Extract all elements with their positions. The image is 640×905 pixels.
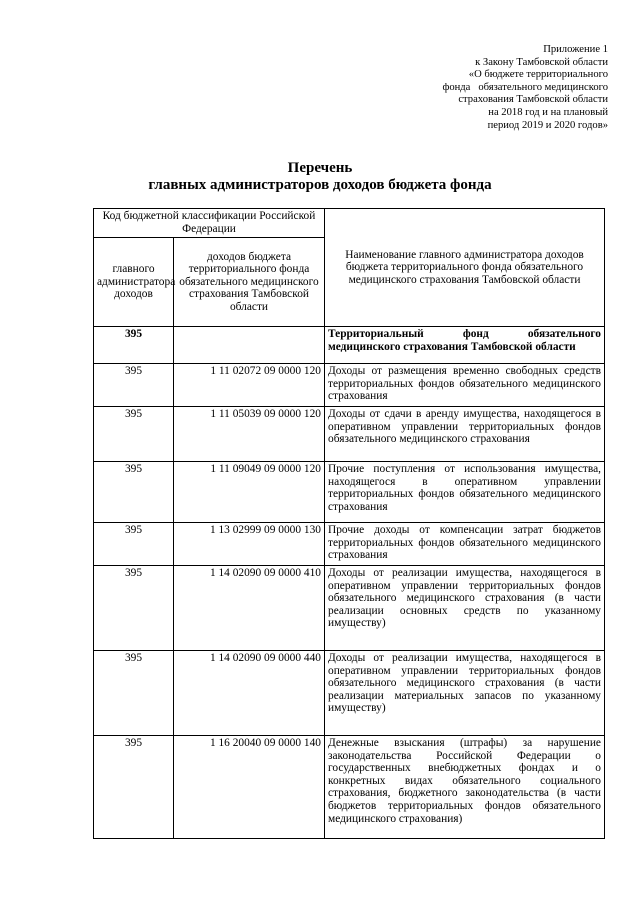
table-row: [94, 736, 605, 839]
cell-income-name: Доходы от реализации имущества, находящегося в оперативном управлении территориальных фондов обязательного медицинского страхования (в части реализации материальных запасов по указанному имуществу): [325, 651, 605, 736]
title-line-1: Перечень: [287, 160, 353, 176]
cell-income-code: 1 11 05039 09 0000 120: [174, 407, 325, 462]
cell-income-code: 1 11 09049 09 0000 120: [174, 462, 325, 523]
cell-admin-code: 395: [94, 327, 174, 364]
cell-admin-code: 395: [94, 407, 174, 462]
cell-admin-code: 395: [94, 566, 174, 651]
cell-income-name: Прочие доходы от компенсации затрат бюджетов территориальных фондов обязательного медицинского страхования: [325, 523, 605, 566]
cell-admin-code: 395: [94, 523, 174, 566]
table-row: [94, 407, 605, 462]
appendix-line: период 2019 и 2020 годов»: [487, 119, 608, 131]
appendix-line: на 2018 год и на плановый: [488, 106, 608, 118]
table-row: [94, 364, 605, 407]
table-row: [94, 523, 605, 566]
appendix-line: «О бюджете территориального: [468, 69, 608, 81]
cell-admin-code: 395: [94, 364, 174, 407]
title-line-2: главных администраторов доходов бюджета фонда: [148, 177, 492, 193]
cell-income-name: Территориальный фонд обязательного медицинского страхования Тамбовской области: [325, 327, 605, 364]
cell-income-name: Доходы от размещения временно свободных средств территориальных фондов обязательного медицинского страхования: [325, 364, 605, 407]
cell-admin-code: 395: [94, 462, 174, 523]
header-income-code: доходов бюджета территориального фонда обязательного медицинского страхования Тамбовской области: [174, 238, 325, 327]
cell-income-code: 1 11 02072 09 0000 120: [174, 364, 325, 407]
table-row: [94, 566, 605, 651]
cell-income-code: 1 16 20040 09 0000 140: [174, 736, 325, 839]
cell-income-name: Денежные взыскания (штрафы) за нарушение законодательства Российской Федерации о государственных внебюджетных фондах и о конкретных видах обязательного социального страхования, бюджетного законодательства (в части бюджетов территориальных фондов обязательного медицинского страхования): [325, 736, 605, 839]
cell-admin-code: 395: [94, 736, 174, 839]
appendix-line: страхования Тамбовской области: [458, 94, 608, 106]
cell-admin-code: 395: [94, 651, 174, 736]
header-row-1: [94, 209, 605, 238]
cell-income-name: Прочие поступления от использования имущества, находящегося в оперативном управлении территориальных фондов обязательного медицинского страхования: [325, 462, 605, 523]
table-row: [94, 462, 605, 523]
table-row: [94, 327, 605, 364]
cell-income-name: Доходы от сдачи в аренду имущества, находящегося в оперативном управлении территориальных фондов обязательного медицинского страхования: [325, 407, 605, 462]
table-row: [94, 651, 605, 736]
appendix-note: [442, 44, 608, 132]
cell-income-code: 1 14 02090 09 0000 440: [174, 651, 325, 736]
header-name: Наименование главного администратора доходов бюджета территориального фонда обязательного медицинского страхования Тамбовской области: [325, 209, 605, 327]
administrators-table: [93, 208, 605, 839]
appendix-line: Приложение 1: [543, 44, 608, 55]
table-body: [94, 209, 605, 839]
appendix-line: фонда обязательного медицинского: [442, 81, 608, 93]
appendix-line: к Закону Тамбовской области: [475, 56, 608, 68]
header-code-group: Код бюджетной классификации Российской Федерации: [94, 209, 325, 238]
cell-income-name: Доходы от реализации имущества, находящегося в оперативном управлении территориальных фондов обязательного медицинского страхования (в части реализации основных средств по указанному имуществу): [325, 566, 605, 651]
document-title: [0, 160, 640, 194]
header-admin: главного администратора доходов: [94, 238, 174, 327]
cell-income-code: 1 13 02999 09 0000 130: [174, 523, 325, 566]
cell-income-code: 1 14 02090 09 0000 410: [174, 566, 325, 651]
cell-income-code: [174, 327, 325, 364]
